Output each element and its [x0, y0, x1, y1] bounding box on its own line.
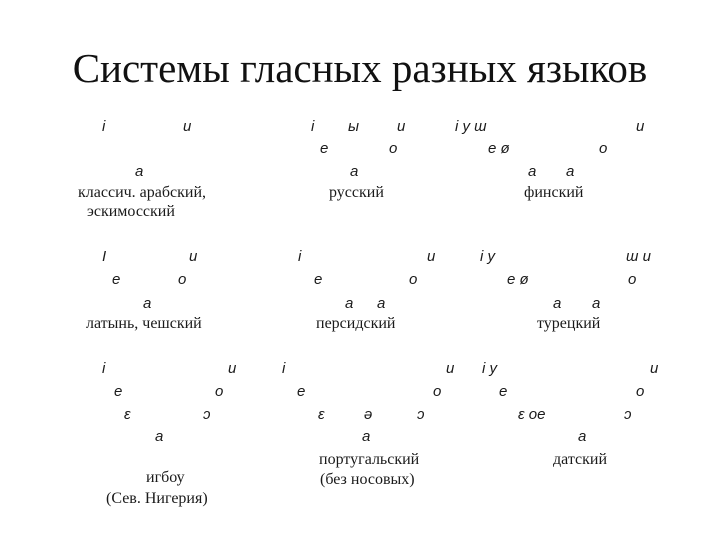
language-caption: русский	[329, 184, 384, 201]
vowel: ə	[364, 406, 373, 423]
language-caption: турецкий	[537, 315, 601, 332]
vowel: a	[553, 295, 562, 312]
vowel: e	[112, 271, 121, 288]
vowel: a	[578, 428, 587, 445]
vowel: ɛ	[318, 406, 325, 423]
vowel: u	[446, 360, 455, 377]
vowel: u	[183, 118, 192, 135]
vowel: i	[102, 360, 106, 377]
vowel: o	[409, 271, 418, 288]
vowel: e	[320, 140, 329, 157]
vowel: a	[143, 295, 152, 312]
vowel: i	[298, 248, 302, 265]
vowel: ɛ oe	[518, 406, 546, 423]
vowel: a	[566, 163, 575, 180]
language-caption: персидский	[316, 315, 396, 332]
vowel: ɛ	[124, 406, 131, 423]
vowel: o	[628, 271, 637, 288]
vowel: u	[427, 248, 436, 265]
vowel: o	[433, 383, 442, 400]
vowel: e	[114, 383, 123, 400]
language-caption: латынь, чешский	[86, 315, 202, 332]
vowel: ɔ	[624, 406, 632, 423]
vowel: i y ш	[455, 118, 487, 135]
vowel: e	[499, 383, 508, 400]
vowel: a	[362, 428, 371, 445]
vowel: a	[377, 295, 386, 312]
vowel: e ø	[488, 140, 510, 157]
vowel: u	[650, 360, 659, 377]
language-caption: (Сев. Нигерия)	[106, 490, 208, 507]
vowel: o	[636, 383, 645, 400]
language-caption: датский	[553, 451, 608, 468]
language-caption: классич. арабский,	[78, 184, 207, 201]
vowel: e	[297, 383, 306, 400]
vowel: o	[599, 140, 608, 157]
vowel: i	[282, 360, 286, 377]
vowel: ш u	[626, 248, 651, 265]
vowel: ы	[348, 118, 360, 135]
vowel: i	[102, 118, 106, 135]
language-caption: финский	[524, 184, 584, 201]
vowel: a	[135, 163, 144, 180]
language-caption: португальский	[319, 451, 420, 468]
language-caption: (без носовых)	[320, 471, 415, 488]
language-caption: игбоу	[146, 469, 185, 486]
vowel: i	[311, 118, 315, 135]
vowel: e	[314, 271, 323, 288]
vowel: u	[228, 360, 237, 377]
vowel: a	[592, 295, 601, 312]
vowel: a	[528, 163, 537, 180]
vowel: o	[215, 383, 224, 400]
vowel: u	[189, 248, 198, 265]
vowel: u	[636, 118, 645, 135]
vowel: I	[102, 248, 107, 265]
language-caption: эскимосский	[87, 203, 175, 220]
vowel: o	[178, 271, 187, 288]
vowel: u	[397, 118, 406, 135]
slide-title: Системы гласных разных языков	[72, 45, 648, 91]
vowel: ɔ	[417, 406, 425, 423]
vowel: i y	[482, 360, 497, 377]
vowel: a	[350, 163, 359, 180]
vowel: o	[389, 140, 398, 157]
vowel: a	[155, 428, 164, 445]
vowel: ɔ	[203, 406, 211, 423]
vowel: a	[345, 295, 354, 312]
vowel: i y	[480, 248, 495, 265]
vowel: e ø	[507, 271, 529, 288]
